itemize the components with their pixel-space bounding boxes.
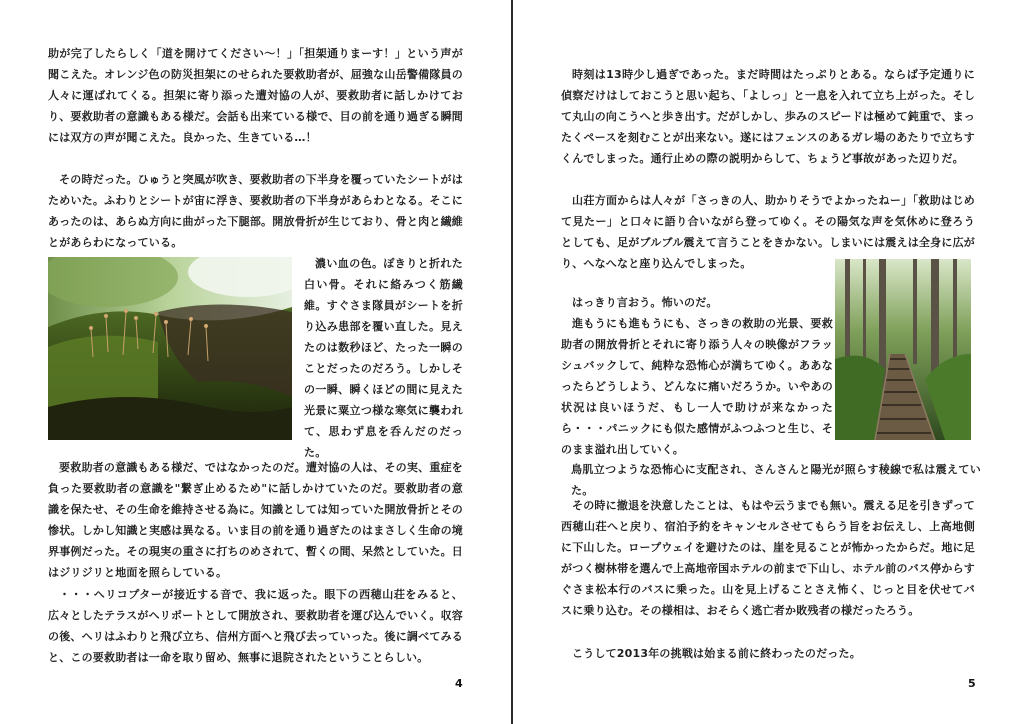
right-paragraph-4: その時に撤退を決意したことは、もはや云うまでも無い。震える足を引きずって西穂山荘へと戻り、宿泊予約をキャンセルさせてもらう旨をお伝えし、上高地側に下山した。ロープウェイを避けたのは、崖を見ることが怖かったからだ。地に足がつく樹林帯を選んで上高地帝国ホテルの前まで下山し、ホテル前のバス停からすぐさま松本行のバスに乗った。山を見上げることさえ怖く、じっと目を伏せてバスに乗り込む。その様相は、おそらく逃亡者か敗残者の様だったろう。 bbox=[561, 499, 975, 617]
page-number-right: 5 bbox=[968, 677, 976, 690]
left-paragraph-5: ・・・ヘリコプターが接近する音で、我に返った。眼下の西穂山荘をみると、広々としたテラスがヘリポートとして開放され、要救助者を運び込んでいく。収容の後、ヘリはふわりと飛び立ち、信州方面へと飛び去っていった。後に調べてみると、この要救助者は一命を取り留め、無事に退院されたということらしい。 bbox=[48, 588, 463, 664]
moss-photo bbox=[48, 257, 292, 440]
right-paragraph-3b: 進もうにも進もうにも、さっきの救助の光景、要救助者の開放骨折とそれに寄り添う人々の映像がフラッシュバックして、純粋な恐怖心が満ちてゆく。ああなったらどうしよう、どんなに痛いだろうか。いやあの状況は良いほうだ、もし一人で助けが来なかったら・・・パニックにも似た感情がふつふつと生じ、そのまま溢れ出していく。 bbox=[561, 317, 833, 456]
right-paragraph-3c: 鳥肌立つような恐怖心に支配され、さんさんと陽光が照らす稜線で私は震えていた。 bbox=[571, 463, 981, 497]
right-page bbox=[513, 0, 1024, 724]
left-paragraph-4: 要救助者の意識もある様だ、ではなかったのだ。遭対協の人は、その実、重症を負った要救助者の意識を"繋ぎ止めるため"に話しかけていたのだ。要救助者の意識を保たせ、その生命を維持させる為に。知識としては知っていた開放骨折とその惨状。しかし知識と実感は異なる。いま目の前を通り過ぎたのはまさしく生命の境界事例だった。その現実の重さに打ちのめされて、暫くの間、呆然としていた。日はジリジリと地面を照らしている。 bbox=[48, 461, 463, 579]
left-paragraph-2: その時だった。ひゅうと突風が吹き、要救助者の下半身を覆っていたシートがはためいた。ふわりとシートが宙に浮き、要救助者の下半身があらわとなる。そこにあったのは、あらぬ方向に曲がった下腿部。開放骨折が生じており、骨と肉と繊維とがあらわになっている。 bbox=[48, 173, 463, 249]
right-paragraph-2: 山荘方面からは人々が「さっきの人、助かりそうでよかったねー」「救助はじめて見たー」と口々に語り合いながら登ってゆく。その陽気な声を気休めに登ろうとしても、足がブルブル震えて言うことをきかない。しまいには震えは全身に広がり、へなへなと座り込んでしまった。 bbox=[561, 194, 975, 270]
page-number-left: 4 bbox=[455, 677, 463, 690]
trail-image bbox=[835, 259, 971, 440]
left-paragraph-3-beside-photo: 濃い血の色。ぽきりと折れた白い骨。それに絡みつく筋繊維。すぐさま隊員がシートを折り込み患部を覆い直した。見えたのは数秒ほど、たった一瞬のことだったのだろう。しかしその一瞬、瞬くほどの間に見えた光景に粟立つ様な寒気に襲われて、思わず息を呑んだのだった。 bbox=[304, 257, 463, 459]
left-paragraph-1: 助が完了したらしく「道を開けてください〜！」「担架通りまーす！」という声が聞こえた。オレンジ色の防災担架にのせられた要救助者が、屈強な山岳警備隊員の人々に運ばれてくる。担架に寄り添った遭対協の人が、要救助者に話しかけており、要救助者の意識もある様だ。会話も出来ている様で、目の前を通り過ぎる瞬間には双方の声が聞こえた。良かった、生きている…！ bbox=[48, 47, 463, 144]
right-paragraph-3-beside-photo bbox=[561, 292, 833, 460]
moss-image bbox=[48, 257, 292, 440]
right-paragraph-5: こうして2013年の挑戦は始まる前に終わったのだった。 bbox=[572, 647, 861, 660]
right-paragraph-1: 時刻は13時少し過ぎであった。まだ時間はたっぷりとある。ならば予定通りに偵察だけはしておこうと思い起ち、「よしっ」と一息を入れて立ち上がった。そして丸山の向こうへと歩き出す。だがしかし、歩みのスピードは極めて鈍重で、まったくペースを刻むことが出来ない。遂にはフェンスのあるガレ場のあたりで立ちすくんでしまった。通行止めの際の説明からして、ちょうど事故があった辺りだ。 bbox=[561, 68, 975, 165]
trail-photo bbox=[835, 259, 971, 440]
right-paragraph-3a: はっきり言おう。怖いのだ。 bbox=[572, 296, 718, 309]
